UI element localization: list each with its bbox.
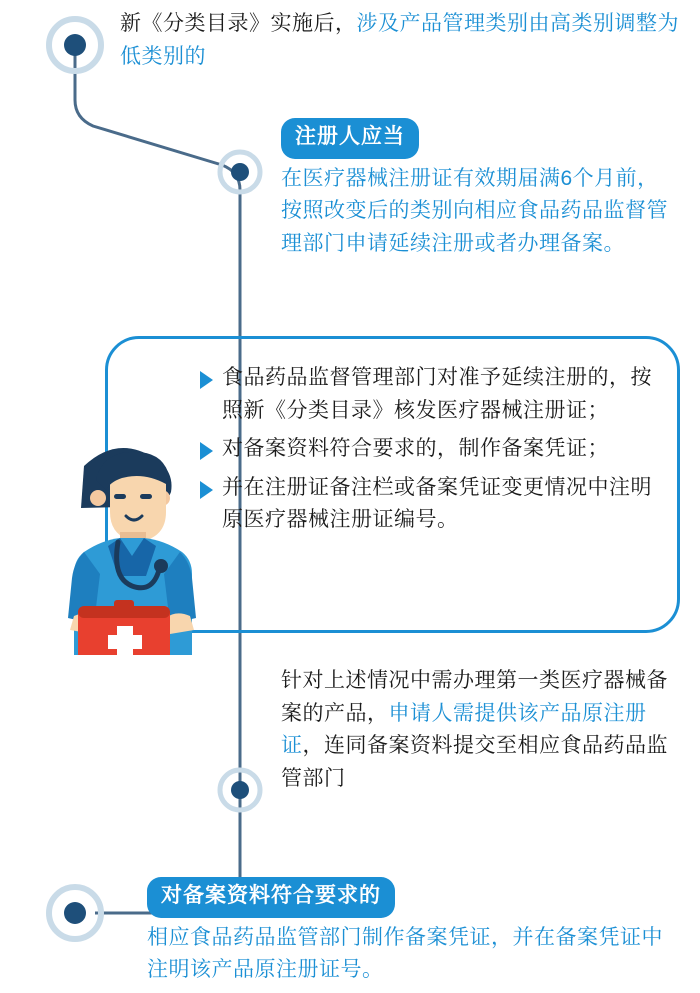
step2-body-text: 在医疗器械注册证有效期届满6个月前，按照改变后的类别向相应食品药品监督管理部门申请延续注册或者办理备案。 <box>281 166 668 255</box>
step4-text-normal-a: 针对上述情况中需办理第一类医疗器械备案的产品， <box>281 669 668 725</box>
step5-body-text: 相应食品药品监管部门制作备案凭证，并在备案凭证中注明该产品原注册证号。 <box>147 925 663 982</box>
step4-text-highlight: 申请人需提供该产品原注册证 <box>281 701 647 758</box>
flow-step-2 <box>281 118 676 260</box>
doctor-with-first-aid-kit-illustration <box>22 420 222 655</box>
flow-step-3-bullets <box>200 362 665 543</box>
flow-step-1 <box>120 8 680 73</box>
bullet-text-2: 对备案资料符合要求的，制作备案凭证； <box>222 437 609 461</box>
bullet-item <box>200 362 665 427</box>
bullet-item <box>200 433 665 466</box>
bullet-item <box>200 472 665 537</box>
step1-text-normal: 新《分类目录》实施后， <box>120 12 357 35</box>
bullet-text-1: 食品药品监督管理部门对准予延续注册的，按照新《分类目录》核发医疗器械注册证； <box>222 366 652 422</box>
step1-text-highlight: 涉及产品管理类别由高类别调整为低类别的 <box>120 12 679 68</box>
flow-step-5 <box>147 877 677 987</box>
step2-pill-label: 注册人应当 <box>281 118 419 159</box>
triangle-bullet-icon <box>200 371 213 389</box>
bullet-text-3: 并在注册证备注栏或备案凭证变更情况中注明原医疗器械注册证编号。 <box>222 475 652 532</box>
flow-step-4 <box>281 665 681 795</box>
step4-text-normal-b: ，连同备案资料提交至相应食品药品监管部门 <box>281 734 668 790</box>
step5-pill-label: 对备案资料符合要求的 <box>147 877 395 918</box>
